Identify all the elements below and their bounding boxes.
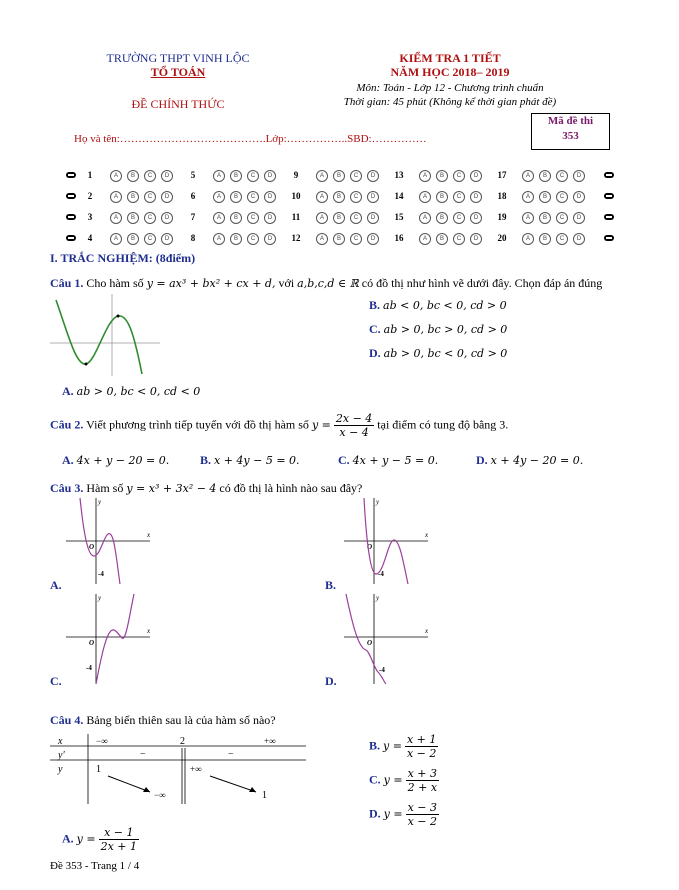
bbt-pinf: +∞ xyxy=(264,736,276,746)
q1-formula: y = ax³ + bx² + cx + d, xyxy=(146,277,276,290)
svg-text:O: O xyxy=(367,543,373,551)
exam-code-box xyxy=(531,113,610,150)
answer-bubble[interactable]: C xyxy=(247,191,259,203)
exam-code-label: Mã đề thi xyxy=(547,115,594,127)
answer-bubble[interactable]: C xyxy=(350,191,362,203)
student-info-line: Họ và tên:………………………………….Lớp:……………..SBD:…………… xyxy=(74,133,427,145)
answer-row xyxy=(0,233,679,247)
question-1 xyxy=(50,276,640,291)
answer-bubble[interactable]: D xyxy=(367,191,379,203)
answer-bubble[interactable]: D xyxy=(264,233,276,245)
answer-bubble[interactable]: C xyxy=(350,233,362,245)
answer-bubble[interactable]: B xyxy=(436,233,448,245)
svg-text:y: y xyxy=(98,498,102,506)
q1-text-mid: với xyxy=(278,276,295,290)
q4-option-d[interactable]: D. y = $\frac{x - 3}{x - 2}$ xyxy=(369,801,438,828)
svg-text:O: O xyxy=(367,639,373,647)
answer-bubble[interactable]: C xyxy=(453,170,465,182)
timing-mark xyxy=(66,214,76,220)
q3-graph-d xyxy=(336,592,436,687)
answer-bubble[interactable]: A xyxy=(419,191,431,203)
svg-text:y: y xyxy=(98,594,102,602)
answer-bubble[interactable]: B xyxy=(230,212,242,224)
q1-graph xyxy=(50,294,160,376)
answer-bubble[interactable]: D xyxy=(161,233,173,245)
answer-bubble[interactable]: B xyxy=(127,191,139,203)
answer-bubble[interactable]: D xyxy=(573,170,585,182)
q2-fraction: $\frac{2x - 4}{x - 4}$ xyxy=(335,412,373,439)
q1-option-a[interactable]: A. ab > 0, bc < 0, cd < 0 xyxy=(62,384,201,398)
q3-option-d[interactable]: D. xyxy=(325,674,337,688)
answer-bubble[interactable]: A xyxy=(213,212,225,224)
answer-bubble[interactable]: D xyxy=(264,191,276,203)
answer-bubble[interactable]: B xyxy=(539,170,551,182)
answer-bubble[interactable]: C xyxy=(144,212,156,224)
question-3: Câu 3. Hàm số y = x³ + 3x² − 4 có đồ thị là hình nào sau đây? xyxy=(50,481,363,495)
answer-bubble[interactable]: B xyxy=(230,170,242,182)
answer-number: 13 xyxy=(394,170,404,180)
answer-number: 16 xyxy=(394,233,404,243)
q2-option-a[interactable]: A. 4x + y − 20 = 0. xyxy=(62,453,170,467)
timing-mark xyxy=(66,172,76,178)
answer-bubble[interactable]: B xyxy=(333,233,345,245)
answer-number: 11 xyxy=(291,212,301,222)
section-title: I. TRẮC NGHIỆM: (8điểm) xyxy=(50,251,196,265)
answer-bubble[interactable]: D xyxy=(470,170,482,182)
answer-bubble[interactable]: A xyxy=(213,170,225,182)
answer-bubble[interactable]: B xyxy=(436,170,448,182)
q2-option-c[interactable]: C. 4x + y − 5 = 0. xyxy=(338,453,439,467)
answer-bubble[interactable]: C xyxy=(556,212,568,224)
svg-text:y: y xyxy=(376,594,380,602)
answer-bubble[interactable]: A xyxy=(522,233,534,245)
q1-option-d[interactable]: D. ab > 0, bc < 0, cd > 0 xyxy=(369,346,508,360)
q4-option-b[interactable]: B. y = $\frac{x + 1}{x - 2}$ xyxy=(369,733,437,760)
question-2: Câu 2. Viết phương trình tiếp tuyến với đồ thị hàm số y = $\frac{2x - 4}{x - 4}$ tại điểm có tung độ bằng 3. xyxy=(50,412,509,439)
answer-bubble[interactable]: B xyxy=(333,212,345,224)
answer-bubble[interactable]: C xyxy=(247,233,259,245)
bbt-x-label: x xyxy=(58,736,63,747)
timing-mark xyxy=(604,193,614,199)
answer-bubble[interactable]: B xyxy=(436,212,448,224)
answer-bubble[interactable]: A xyxy=(419,233,431,245)
bbt-two: 2 xyxy=(180,736,185,747)
answer-bubble[interactable]: B xyxy=(127,170,139,182)
answer-bubble[interactable]: B xyxy=(230,233,242,245)
answer-bubble[interactable]: C xyxy=(247,212,259,224)
answer-bubble[interactable]: C xyxy=(350,170,362,182)
answer-number: 6 xyxy=(190,191,196,201)
answer-bubble[interactable]: C xyxy=(453,191,465,203)
q1-label: Câu 1. xyxy=(50,276,84,290)
answer-bubble[interactable]: D xyxy=(264,170,276,182)
answer-number: 8 xyxy=(190,233,196,243)
answer-bubble[interactable]: B xyxy=(230,191,242,203)
exam-title: KIỂM TRA 1 TIẾT xyxy=(399,51,501,65)
svg-text:x: x xyxy=(147,627,151,635)
answer-number: 5 xyxy=(190,170,196,180)
answer-bubble[interactable]: B xyxy=(333,191,345,203)
bbt-pinf2: +∞ xyxy=(190,764,202,774)
q1-min-point xyxy=(85,363,88,366)
bbt-one2: 1 xyxy=(262,790,267,801)
answer-bubble[interactable]: D xyxy=(161,191,173,203)
answer-number: 10 xyxy=(291,191,301,201)
answer-bubble[interactable]: C xyxy=(247,170,259,182)
bbt-minf2: −∞ xyxy=(154,790,166,800)
answer-bubble[interactable]: B xyxy=(539,233,551,245)
answer-bubble[interactable]: D xyxy=(573,233,585,245)
q1-text-post: có đồ thị như hình vẽ dưới đây. Chọn đáp án đúng xyxy=(361,276,603,290)
bbt-minf: −∞ xyxy=(96,736,108,746)
q3-graph-c xyxy=(58,592,158,687)
answer-bubble[interactable]: C xyxy=(144,170,156,182)
answer-bubble[interactable]: C xyxy=(556,233,568,245)
answer-bubble[interactable]: A xyxy=(213,233,225,245)
answer-number: 18 xyxy=(497,191,507,201)
q4-variation-table xyxy=(50,734,306,804)
answer-number: 20 xyxy=(497,233,507,243)
q3-option-c[interactable]: C. xyxy=(50,674,62,688)
q4-option-a[interactable]: A. y = $\frac{x - 1}{2x + 1}$ xyxy=(62,826,138,853)
answer-bubble[interactable]: B xyxy=(539,212,551,224)
timing-mark xyxy=(604,214,614,220)
timing-mark xyxy=(66,235,76,241)
answer-number: 7 xyxy=(190,212,196,222)
q1-curve xyxy=(56,300,142,374)
answer-bubble[interactable]: C xyxy=(350,212,362,224)
answer-bubble[interactable]: D xyxy=(470,233,482,245)
bbt-one: 1 xyxy=(96,764,101,775)
answer-number: 12 xyxy=(291,233,301,243)
svg-text:-4: -4 xyxy=(98,570,104,578)
answer-number: 14 xyxy=(394,191,404,201)
timing-mark xyxy=(604,235,614,241)
answer-bubble[interactable]: C xyxy=(144,233,156,245)
answer-bubble[interactable]: D xyxy=(367,233,379,245)
answer-bubble[interactable]: A xyxy=(316,233,328,245)
q2-option-d[interactable]: D. x + 4y − 20 = 0. xyxy=(476,453,584,467)
answer-number: 17 xyxy=(497,170,507,180)
svg-text:x: x xyxy=(425,531,429,539)
q3-option-b[interactable]: B. xyxy=(325,578,337,592)
svg-text:x: x xyxy=(425,627,429,635)
answer-bubble[interactable]: C xyxy=(453,212,465,224)
timing-mark xyxy=(66,193,76,199)
svg-text:y: y xyxy=(376,498,380,506)
answer-bubble[interactable]: D xyxy=(367,212,379,224)
answer-number: 3 xyxy=(87,212,93,222)
answer-bubble[interactable]: D xyxy=(470,191,482,203)
school-name: TRƯỜNG THPT VINH LỘC xyxy=(106,51,250,65)
page-footer: Đề 353 - Trang 1 / 4 xyxy=(50,860,140,872)
timing-mark xyxy=(604,172,614,178)
answer-bubble[interactable]: D xyxy=(573,212,585,224)
answer-bubble[interactable]: B xyxy=(333,170,345,182)
bbt-yprime-label: y' xyxy=(58,750,65,761)
answer-row xyxy=(0,191,679,205)
answer-row xyxy=(0,170,679,184)
q1-option-c[interactable]: C. ab > 0, bc > 0, cd > 0 xyxy=(369,322,508,336)
svg-text:O: O xyxy=(89,543,95,551)
answer-bubble[interactable]: B xyxy=(127,212,139,224)
school-year: NĂM HỌC 2018– 2019 xyxy=(390,65,510,79)
department: TỔ TOÁN xyxy=(150,65,206,79)
svg-text:x: x xyxy=(147,531,151,539)
q1-option-b[interactable]: B. ab < 0, bc < 0, cd > 0 xyxy=(369,298,507,312)
answer-bubble[interactable]: A xyxy=(522,212,534,224)
answer-bubble[interactable]: A xyxy=(110,233,122,245)
exam-code: 353 xyxy=(562,130,579,142)
answer-bubble[interactable]: C xyxy=(556,191,568,203)
answer-bubble[interactable]: D xyxy=(264,212,276,224)
q4-option-c[interactable]: C. y = $\frac{x + 3}{2 + x}$ xyxy=(369,767,438,794)
answer-bubble[interactable]: B xyxy=(539,191,551,203)
answer-bubble[interactable]: A xyxy=(110,170,122,182)
answer-bubble[interactable]: A xyxy=(213,191,225,203)
q1-max-point xyxy=(117,315,120,318)
answer-row xyxy=(0,212,679,226)
q1-condition: a,b,c,d ∈ ℝ xyxy=(297,277,359,290)
answer-number: 9 xyxy=(293,170,299,180)
answer-number: 15 xyxy=(394,212,404,222)
bbt-minus-2: − xyxy=(228,749,234,760)
answer-bubble[interactable]: C xyxy=(453,233,465,245)
answer-bubble[interactable]: A xyxy=(419,170,431,182)
answer-bubble[interactable]: C xyxy=(556,170,568,182)
q1-text-pre: Cho hàm số xyxy=(86,276,144,290)
svg-text:-4: -4 xyxy=(86,664,92,672)
answer-number: 19 xyxy=(497,212,507,222)
answer-bubble[interactable]: B xyxy=(127,233,139,245)
question-4: Câu 4. Bảng biến thiên sau là của hàm số nào? xyxy=(50,713,276,727)
answer-bubble[interactable]: D xyxy=(161,170,173,182)
svg-text:-4: -4 xyxy=(378,570,384,578)
time-line: Thời gian: 45 phút (Không kể thời gian phát đề) xyxy=(343,96,557,108)
answer-bubble[interactable]: D xyxy=(573,191,585,203)
answer-number: 4 xyxy=(87,233,93,243)
svg-text:-4: -4 xyxy=(379,666,385,674)
subject-line: Môn: Toán - Lớp 12 - Chương trình chuẩn xyxy=(356,82,544,94)
answer-bubble[interactable]: A xyxy=(110,191,122,203)
answer-bubble[interactable]: A xyxy=(110,212,122,224)
q3-graph-b xyxy=(336,496,436,586)
bbt-y-label: y xyxy=(58,764,63,775)
answer-bubble[interactable]: A xyxy=(316,212,328,224)
q2-option-b[interactable]: B. x + 4y − 5 = 0. xyxy=(200,453,300,467)
q3-graph-a xyxy=(58,496,158,586)
q3-option-a[interactable]: A. xyxy=(50,578,62,592)
answer-bubble[interactable]: A xyxy=(419,212,431,224)
bbt-minus-1: − xyxy=(140,749,146,760)
answer-number: 2 xyxy=(87,191,93,201)
answer-bubble[interactable]: A xyxy=(522,191,534,203)
answer-bubble[interactable]: A xyxy=(316,191,328,203)
official-label: ĐỀ CHÍNH THỨC xyxy=(131,97,225,111)
answer-bubble[interactable]: A xyxy=(522,170,534,182)
answer-bubble[interactable]: C xyxy=(144,191,156,203)
answer-bubble[interactable]: B xyxy=(436,191,448,203)
answer-bubble[interactable]: D xyxy=(161,212,173,224)
svg-text:O: O xyxy=(89,639,95,647)
answer-number: 1 xyxy=(87,170,93,180)
answer-bubble[interactable]: D xyxy=(367,170,379,182)
answer-bubble[interactable]: D xyxy=(470,212,482,224)
answer-bubble[interactable]: A xyxy=(316,170,328,182)
